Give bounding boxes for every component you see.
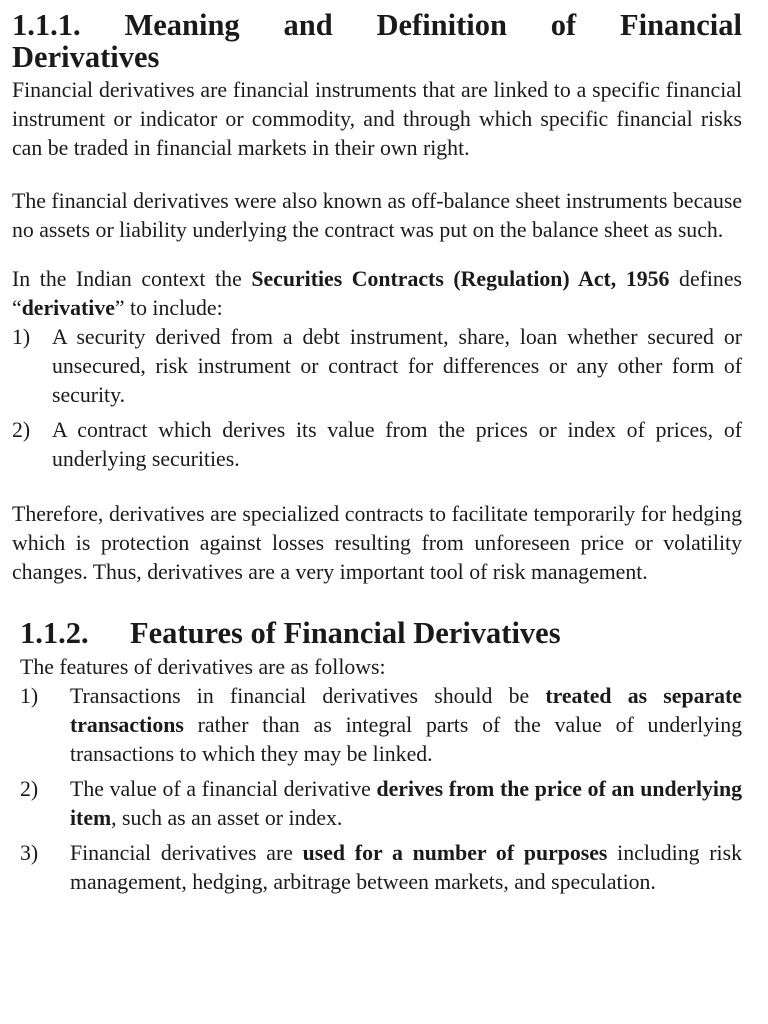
definition-list — [12, 323, 742, 474]
features-intro: The features of derivatives are as follows: — [20, 655, 386, 679]
features-list — [20, 682, 742, 897]
section-heading-1-1-1-cont: Derivatives — [12, 40, 160, 74]
derivative-term: derivative — [21, 296, 115, 320]
list-item: 3) Financial derivatives are used for a number of purposes including risk management, hedging, arbitrage between markets, and speculation. — [20, 841, 742, 894]
section-heading-1-1-2: 1.1.2. Features of Financial Derivatives — [20, 616, 561, 650]
act-name: Securities Contracts (Regulation) Act, 1956 — [251, 267, 670, 291]
section-heading-1-1-1: 1.1.1. Meaning and Definition of Financial — [12, 8, 742, 42]
paragraph-indian-context: In the Indian context the Securities Contracts (Regulation) Act, 1956 defines “derivative” to include: — [12, 267, 742, 320]
list-item: 2) The value of a financial derivative derives from the price of an underlying item, such as an asset or index. — [20, 777, 742, 830]
list-item: 2) A contract which derives its value from the prices or index of prices, of underlying securities. — [12, 418, 742, 471]
list-item: 1) A security derived from a debt instrument, share, loan whether secured or unsecured, risk instrument or contract for differences or any other form of security. — [12, 325, 742, 407]
list-item: 1) Transactions in financial derivatives should be treated as separate transactions rather than as integral parts of the value of underlying transactions to which they may be linked. — [20, 684, 742, 766]
paragraph-therefore: Therefore, derivatives are specialized contracts to facilitate temporarily for hedging which is protection against losses resulting from unforeseen price or volatility changes. Thus, derivatives are a very important tool of risk management. — [12, 502, 742, 584]
section-features — [12, 615, 742, 897]
paragraph-definition: Financial derivatives are financial instruments that are linked to a specific financial instrument or indicator or commodity, and through which specific financial risks can be traded in financial markets in their own right. — [12, 78, 742, 160]
paragraph-off-balance: The financial derivatives were also known as off-balance sheet instruments because no assets or liability underlying the contract was put on the balance sheet as such. — [12, 189, 742, 242]
